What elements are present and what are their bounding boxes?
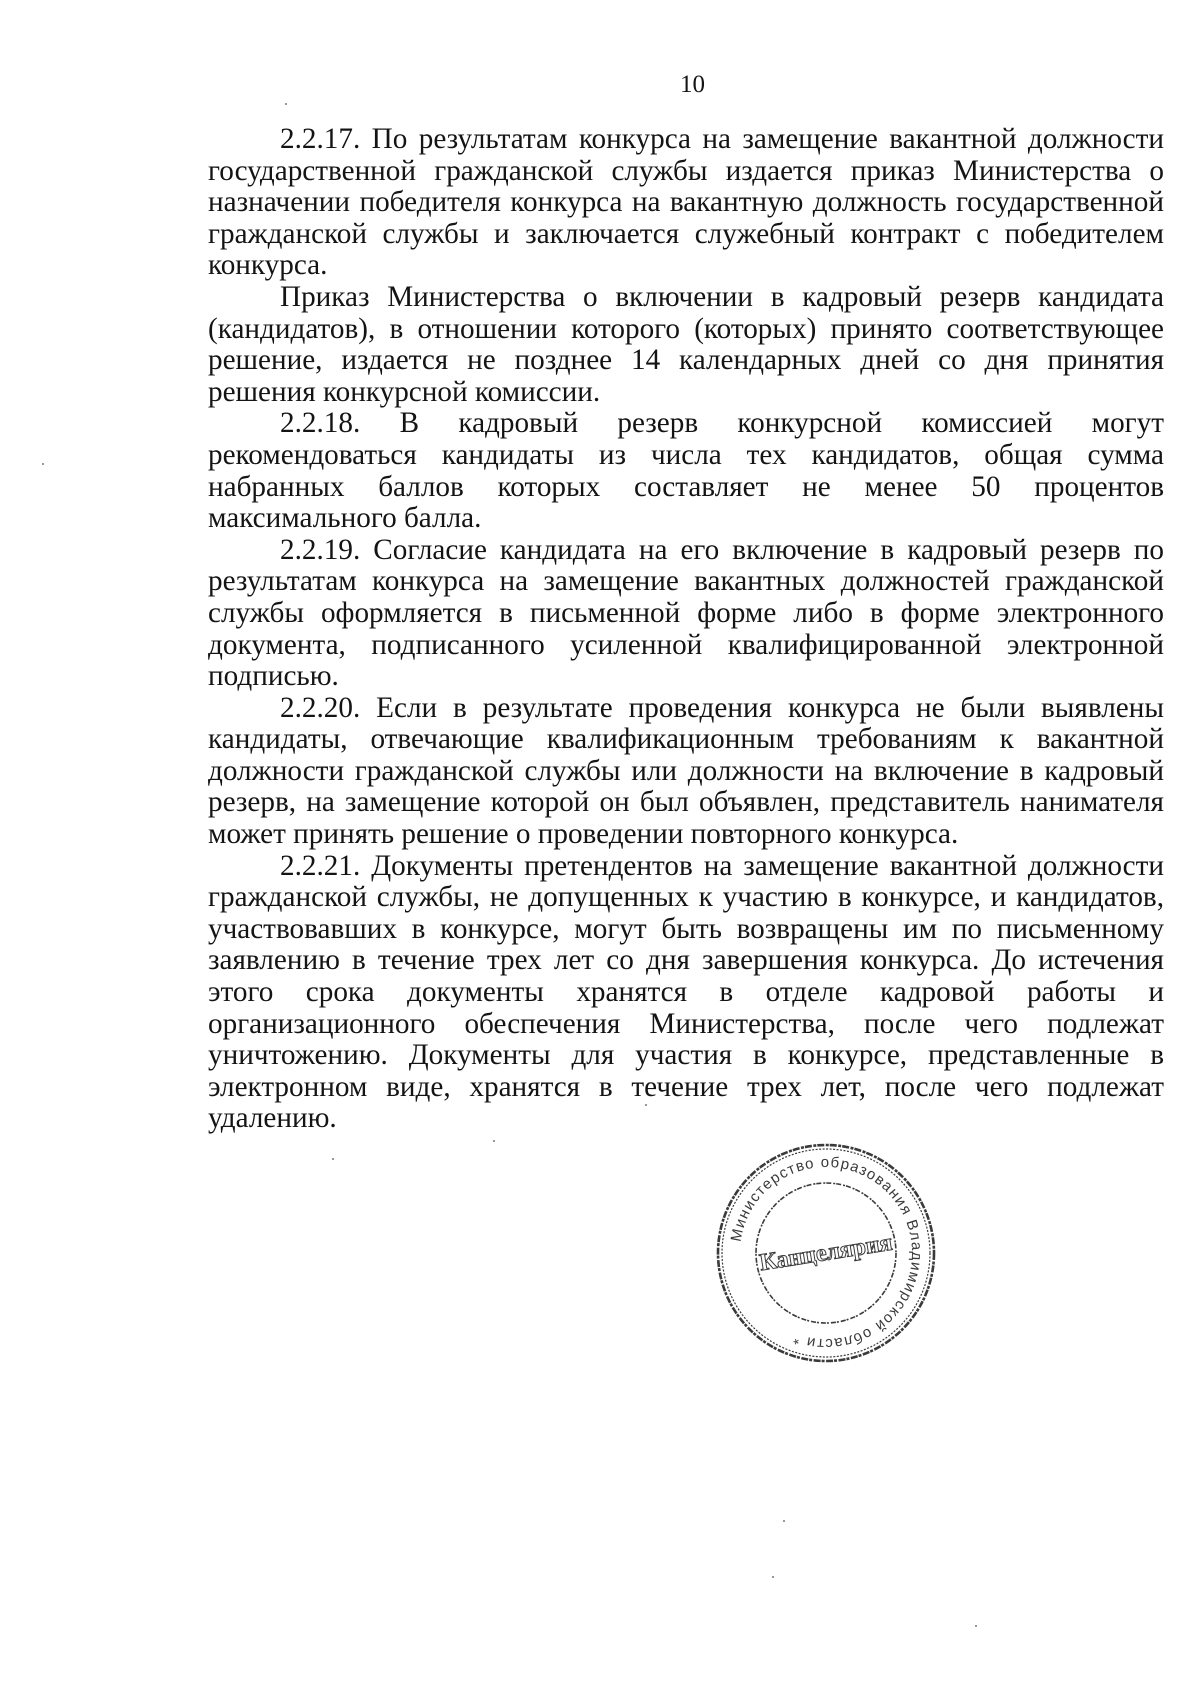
paragraph-2-2-17: 2.2.17. По результатам конкурса на замещение вакантной должности государственной гражданской службы издается приказ Министерства о назначении победителя конкурса на вакантную должность государственной гражданской службы и заключается служебный контракт с победителем конкурса. (208, 123, 1164, 282)
page-number: 10 (680, 71, 705, 98)
scan-speck (975, 1625, 977, 1627)
scan-speck (783, 1520, 785, 1522)
scan-speck (493, 1140, 495, 1142)
stamp-ring-text: Министерство образования Владимирской области * (727, 1153, 926, 1353)
scan-speck (332, 1158, 334, 1160)
paragraph-2-2-19: 2.2.19. Согласие кандидата на его включение в кадровый резерв по результатам конкурса на замещение вакантных должностей гражданской службы оформляется в письменной форме либо в форме электронного документа, подписанного усиленной квалифицированной электронной подписью. (208, 533, 1164, 693)
stamp-center-text: Канцелярия (757, 1229, 895, 1277)
paragraph-reserve-order: Приказ Министерства о включении в кадровый резерв кандидата (кандидатов), в отношении которого (которых) принято соответствующее решение, издается не позднее 14 календарных дней со дня принятия решения конкурсной комиссии. (208, 280, 1164, 408)
scan-speck (285, 103, 287, 105)
document-body (208, 124, 1164, 1135)
paragraph-2-2-20: 2.2.20. Если в результате проведения конкурса не были выявлены кандидаты, отвечающие квалификационным требованиям к вакантной должности гражданской службы или должности на включение в кадровый резерв, на замещение которой он был объявлен, представитель нанимателя может принять решение о проведении повторного конкурса. (208, 691, 1164, 851)
paragraph-2-2-21: 2.2.21. Документы претендентов на замещение вакантной должности гражданской службы, не допущенных к участию в конкурсе, и кандидатов, участвовавших в конкурсе, могут быть возвращены им по письменному заявлению в течение трех лет со дня завершения конкурса. До истечения этого срока документы хранятся в отделе кадровой работы и организационного обеспечения Министерства, после чего подлежат уничтожению. Документы для участия в конкурсе, представленные в электронном виде, хранятся в течение трех лет, после чего подлежат удалению. (208, 849, 1164, 1135)
scan-speck (645, 1104, 647, 1106)
stamp-seal-icon (713, 1140, 939, 1366)
office-stamp (713, 1140, 939, 1366)
paragraph-2-2-18: 2.2.18. В кадровый резерв конкурсной комиссией могут рекомендоваться кандидаты из числа тех кандидатов, общая сумма набранных баллов которых составляет не менее 50 процентов максимального балла. (208, 407, 1164, 535)
scan-speck (772, 1576, 774, 1578)
scan-speck (42, 463, 44, 465)
